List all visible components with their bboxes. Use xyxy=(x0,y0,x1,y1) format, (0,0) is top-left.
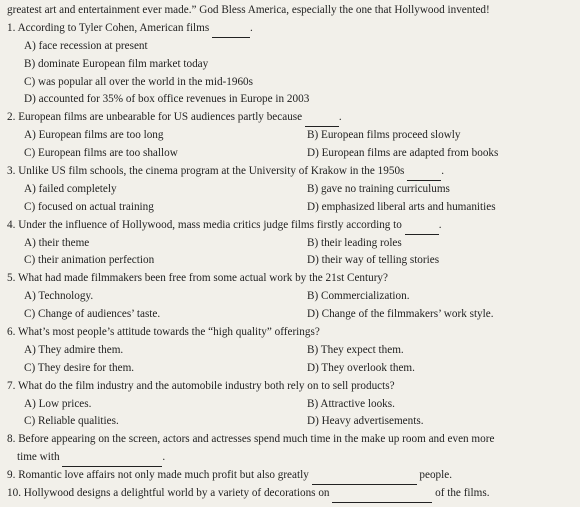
answer-blank[interactable] xyxy=(312,472,417,485)
option-row xyxy=(7,252,577,270)
option-d[interactable]: D) their way of telling stories xyxy=(307,254,440,267)
option-b[interactable]: B) They expect them. xyxy=(307,343,404,356)
exam-page xyxy=(7,2,577,503)
question-10: 10. Hollywood designs a delightful world by a variety of decorations on of the films. xyxy=(7,485,577,503)
question-text: What had made filmmakers been free from some actual work by the 21st Century? xyxy=(18,272,388,285)
question-number: 3. xyxy=(7,165,16,178)
question-number: 10. xyxy=(7,487,21,500)
question-number: 2. xyxy=(7,111,16,124)
option-a[interactable]: A) They admire them. xyxy=(24,343,124,356)
option-a[interactable]: A) Low prices. xyxy=(24,397,92,410)
option-row xyxy=(7,235,577,253)
question-number: 4. xyxy=(7,218,16,231)
question-8 xyxy=(7,431,577,449)
option-row xyxy=(7,342,577,360)
question-text: What do the film industry and the automobile industry both rely on to sell products? xyxy=(18,379,395,392)
option-a[interactable]: A) their theme xyxy=(24,236,90,249)
option-c[interactable]: C) focused on actual training xyxy=(24,200,154,213)
option-d[interactable]: D) Heavy advertisements. xyxy=(307,415,424,428)
option-c[interactable]: C) their animation perfection xyxy=(24,254,155,267)
question-1: 1. According to Tyler Cohen, American films . xyxy=(7,20,577,38)
answer-blank[interactable] xyxy=(212,25,250,38)
option-a[interactable]: A) face recession at present xyxy=(24,39,148,52)
option-row xyxy=(7,413,577,431)
question-9: 9. Romantic love affairs not only made much profit but also greatly people. xyxy=(7,467,577,485)
option-row xyxy=(7,145,577,163)
option-row xyxy=(7,396,577,414)
question-2: 2. European films are unbearable for US audiences partly because . xyxy=(7,109,577,127)
answer-blank[interactable] xyxy=(332,490,432,503)
option-b[interactable]: B) Commercialization. xyxy=(307,290,410,303)
question-number: 6. xyxy=(7,326,16,339)
option-row xyxy=(7,181,577,199)
question-text: Under the influence of Hollywood, mass media critics judge films firstly according to xyxy=(18,218,402,231)
answer-blank[interactable] xyxy=(407,168,441,181)
option-b[interactable]: B) gave no training curriculums xyxy=(307,182,450,195)
option-c[interactable]: C) Change of audiences’ taste. xyxy=(24,308,161,321)
option-b[interactable]: B) Attractive looks. xyxy=(307,397,395,410)
question-6 xyxy=(7,324,577,342)
option-a[interactable]: A) failed completely xyxy=(24,182,117,195)
option-d[interactable]: D) They overlook them. xyxy=(307,361,415,374)
question-number: 9. xyxy=(7,469,16,482)
option-b[interactable]: B) their leading roles xyxy=(307,236,402,249)
option-row xyxy=(7,127,577,145)
option-row xyxy=(7,74,577,92)
option-d[interactable]: D) European films are adapted from books xyxy=(307,147,499,160)
question-number: 8. xyxy=(7,433,16,446)
option-c[interactable]: C) European films are too shallow xyxy=(24,147,178,160)
question-4: 4. Under the influence of Hollywood, mass media critics judge films firstly according to . xyxy=(7,217,577,235)
answer-blank[interactable] xyxy=(305,114,339,127)
question-text: What’s most people’s attitude towards the “high quality” offerings? xyxy=(18,326,320,339)
question-8-continued: time with . xyxy=(7,449,577,467)
question-text: According to Tyler Cohen, American films xyxy=(17,21,210,34)
option-c[interactable]: C) Reliable qualities. xyxy=(24,415,119,428)
question-5 xyxy=(7,270,577,288)
question-text: Romantic love affairs not only made much profit but also greatly xyxy=(18,469,309,482)
question-text: Hollywood designs a delightful world by a variety of decorations on xyxy=(23,487,330,500)
option-row xyxy=(7,199,577,217)
option-row xyxy=(7,38,577,56)
option-row xyxy=(7,91,577,109)
question-number: 5. xyxy=(7,272,16,285)
option-row xyxy=(7,56,577,74)
question-7 xyxy=(7,378,577,396)
option-row xyxy=(7,306,577,324)
option-c[interactable]: C) was popular all over the world in the mid-1960s xyxy=(24,75,253,88)
option-a[interactable]: A) European films are too long xyxy=(24,129,164,142)
question-text: Unlike US film schools, the cinema program at the University of Krakow in the 1950s xyxy=(18,165,405,178)
option-row xyxy=(7,360,577,378)
question-number: 1. xyxy=(7,21,16,34)
answer-blank[interactable] xyxy=(405,222,439,235)
option-d[interactable]: D) emphasized liberal arts and humanities xyxy=(307,200,496,213)
option-c[interactable]: C) They desire for them. xyxy=(24,361,135,374)
option-b[interactable]: B) dominate European film market today xyxy=(24,57,209,70)
question-3: 3. Unlike US film schools, the cinema program at the University of Krakow in the 1950s . xyxy=(7,163,577,181)
answer-blank[interactable] xyxy=(62,454,162,467)
intro-line: greatest art and entertainment ever made.” God Bless America, especially the one that Hollywood invented! xyxy=(7,4,490,16)
option-a[interactable]: A) Technology. xyxy=(24,290,94,303)
option-d[interactable]: D) accounted for 35% of box office revenues in Europe in 2003 xyxy=(24,93,310,106)
question-text: Before appearing on the screen, actors and actresses spend much time in the make up room and even more xyxy=(18,433,495,446)
question-text: European films are unbearable for US audiences partly because xyxy=(18,111,303,124)
option-row xyxy=(7,288,577,306)
question-number: 7. xyxy=(7,379,16,392)
option-d[interactable]: D) Change of the filmmakers’ work style. xyxy=(307,308,494,321)
option-b[interactable]: B) European films proceed slowly xyxy=(307,129,461,142)
